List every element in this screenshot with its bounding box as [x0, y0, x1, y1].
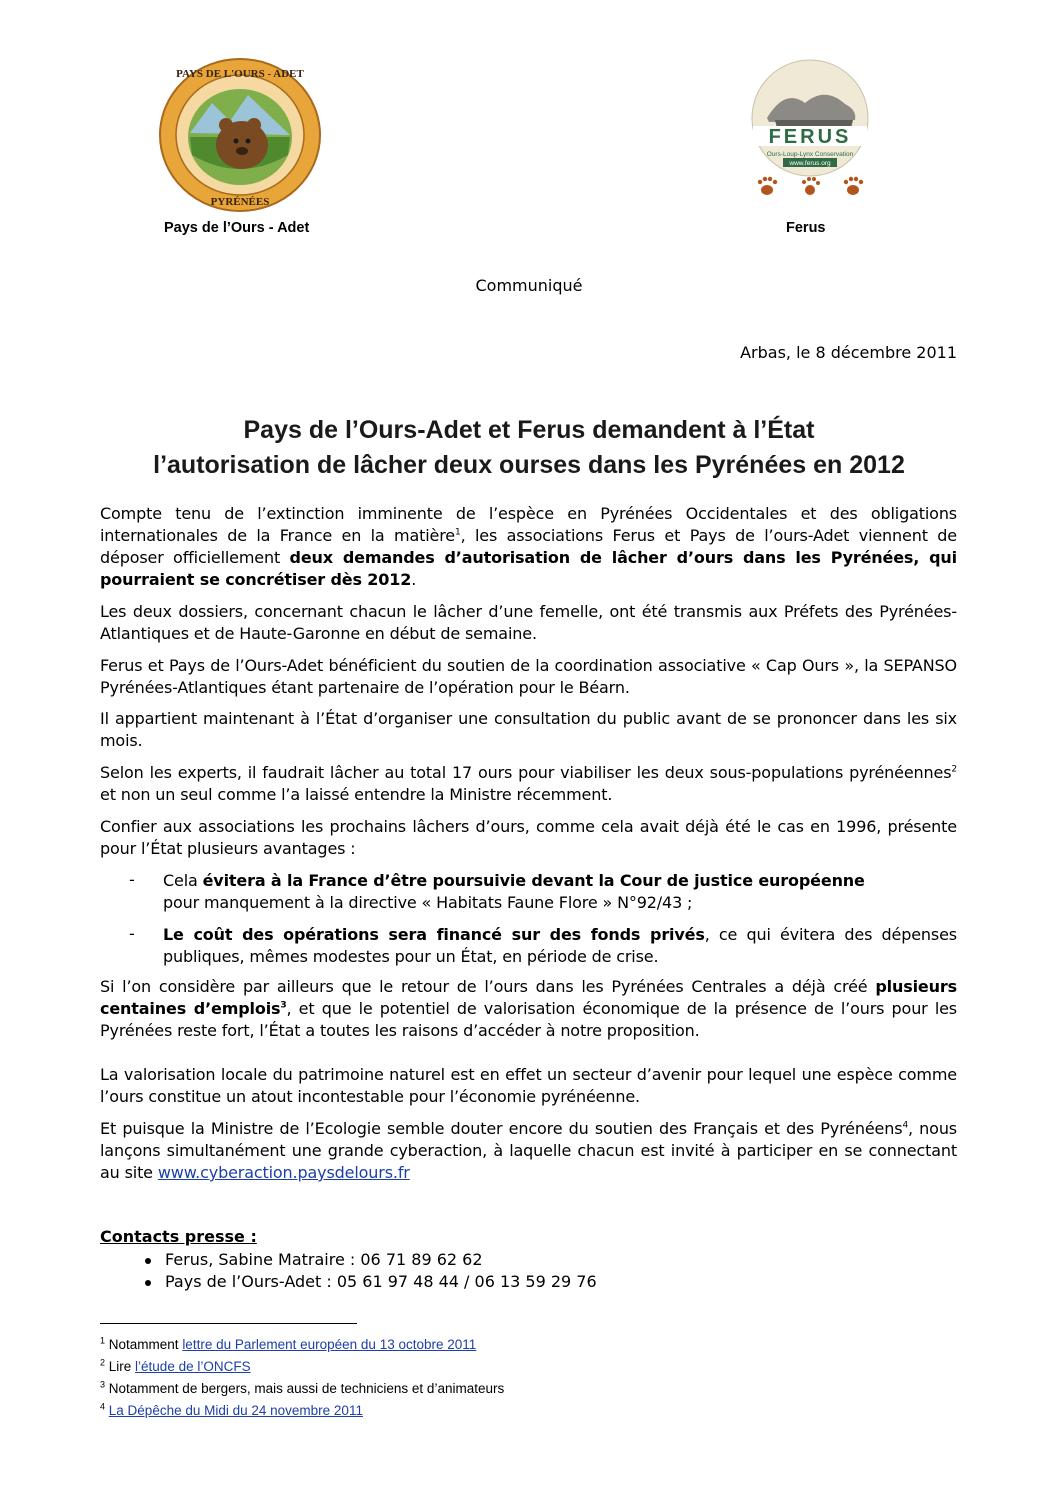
contact-item-1-text: Ferus, Sabine Matraire : 06 71 89 62 62 [165, 1250, 483, 1269]
footnote-4 [100, 1402, 363, 1420]
footnote-3-text: Notamment de bergers, mais aussi de techniciens et d’animateurs [108, 1381, 505, 1396]
footnote-2-num: 2 [100, 1357, 106, 1368]
ferus-subtitle: Ours-Loup-Lynx Conservation [766, 151, 854, 158]
adet-logo-graphic [150, 55, 330, 215]
footnote-4-num: 4 [100, 1401, 106, 1412]
paw-prints-icon [758, 177, 863, 195]
p5-text-b: et non un seul comme l’a laissé entendre la Ministre récemment. [100, 785, 613, 804]
footnote-2-link[interactable]: l’étude de l’ONCFS [135, 1359, 251, 1374]
p1-text-a: Compte tenu de l’extinction imminente de l’espèce en Pyrénées Occidentales et des obligations internationales de la France en la matière [100, 504, 957, 545]
p1-end: . [411, 570, 417, 589]
footnote-ref-4[interactable]: 4 [902, 1120, 909, 1131]
footnote-1-link[interactable]: lettre du Parlement européen du 13 octobre 2011 [182, 1337, 477, 1352]
bullet-1 [163, 870, 957, 892]
footnote-separator [100, 1323, 357, 1324]
footnote-1 [100, 1336, 476, 1354]
p9-text-a: Et puisque la Ministre de l’Ecologie semble douter encore du soutien des Français et des Pyrénéens [100, 1119, 903, 1138]
footnote-2 [100, 1358, 251, 1376]
document-date: Arbas, le 8 décembre 2011 [740, 343, 957, 362]
bullet-dot-icon [145, 1258, 151, 1264]
paragraph-2: Les deux dossiers, concernant chacun le lâcher d’une femelle, ont été transmis aux Préfets des Pyrénées-Atlantiques et de Haute-Garonne en début de semaine. [100, 602, 957, 643]
p7-bold: plusieurs centaines d’emplois [100, 977, 957, 1018]
contact-item-2 [145, 1271, 597, 1293]
bullet-2-text: , ce qui évitera des dépenses publiques, mêmes modestes pour un État, en période de crise. [163, 925, 957, 966]
footnote-ref-3[interactable]: 3 [280, 1000, 287, 1011]
footnote-3-num: 3 [100, 1379, 106, 1390]
paragraph-3: Ferus et Pays de l’Ours-Adet bénéficient du soutien de la coordination associative « Cap Ours », la SEPANSO Pyrénées-Atlantiques étant partenaire de l’opération pour le Béarn. [100, 656, 957, 697]
p1-bold: deux demandes d’autorisation de lâcher d’ours dans les Pyrénées, qui pourraient se concrétiser dès 2012 [100, 548, 957, 589]
bullet-2-bold: Le coût des opérations sera financé sur des fonds privés [163, 925, 705, 944]
paragraph-6: Confier aux associations les prochains lâchers d’ours, comme cela avait déjà été le cas en 1996, présente pour l’État plusieurs avantages : [100, 817, 957, 858]
adet-bottom-text: PYRÉNÉES [210, 196, 270, 208]
p7-text-a: Si l’on considère par ailleurs que le retour de l’ours dans les Pyrénées Centrales a déjà créé [100, 977, 876, 996]
bullet-dot-icon [145, 1280, 151, 1286]
ferus-url: www.ferus.org [789, 160, 831, 167]
ferus-logo [745, 58, 875, 208]
bullet-dash-2: - [129, 924, 135, 943]
bullet-2 [163, 924, 957, 968]
footnote-1-num: 1 [100, 1335, 106, 1346]
bullet-1-cont: pour manquement à la directive « Habitats Faune Flore » N°92/43 ; [163, 893, 693, 912]
ferus-brand: FERUS [768, 126, 852, 148]
ferus-logo-graphic [745, 58, 875, 208]
paragraph-4: Il appartient maintenant à l’État d’organiser une consultation du public avant de se prononcer dans les six mois. [100, 709, 957, 750]
footnote-3 [100, 1380, 504, 1398]
footnote-ref-1[interactable]: 1 [455, 527, 461, 538]
bullet-1-text-a: Cela [163, 871, 203, 890]
contact-item-2-text: Pays de l’Ours-Adet : 05 61 97 48 44 / 06 13 59 29 76 [165, 1272, 597, 1291]
paragraph-9 [100, 1118, 957, 1184]
bullet-1-bold: évitera à la France d’être poursuivie devant la Cour de justice européenne [202, 871, 865, 890]
paragraph-1 [100, 503, 957, 591]
contact-item-1 [145, 1249, 483, 1271]
p7-text-b: , et que le potentiel de valorisation économique de la présence de l’ours pour les Pyrénées reste fort, l’État a toutes les raisons d’accéder à notre proposition. [100, 999, 957, 1040]
title-line-2: l’autorisation de lâcher deux ourses dans les Pyrénées en 2012 [153, 451, 905, 479]
adet-logo [150, 55, 330, 215]
footnote-2-text: Lire [108, 1359, 136, 1374]
p9-text-b: , nous lançons simultanément une grande cyberaction, à laquelle chacun est invité à participer en se connectant au site [100, 1119, 957, 1182]
footnote-ref-2[interactable]: 2 [951, 764, 957, 775]
document-title [60, 413, 998, 483]
p1-text-b: , les associations Ferus et Pays de l’ours-Adet viennent de déposer officiellement [100, 526, 957, 567]
title-line-1: Pays de l’Ours-Adet et Ferus demandent à l’État [243, 416, 815, 444]
left-logo-label: Pays de l’Ours - Adet [164, 220, 310, 236]
document-kind: Communiqué [475, 276, 583, 295]
bullet-dash-1: - [129, 870, 135, 889]
cyberaction-link[interactable]: www.cyberaction.paysdelours.fr [157, 1163, 410, 1182]
paragraph-5 [100, 762, 957, 806]
adet-ring-text: PAYS DE L'OURS - ADET [176, 68, 304, 80]
footnote-1-text: Notamment [108, 1337, 183, 1352]
paragraph-8: La valorisation locale du patrimoine naturel est en effet un secteur d’avenir pour lequel une espèce comme l’ours constitue un atout incontestable pour l’économie pyrénéenne. [100, 1065, 957, 1106]
p5-text-a: Selon les experts, il faudrait lâcher au total 17 ours pour viabiliser les deux sous-populations pyrénéennes [100, 763, 952, 782]
contacts-heading: Contacts presse : [100, 1227, 257, 1246]
footnote-4-link[interactable]: La Dépêche du Midi du 24 novembre 2011 [108, 1403, 363, 1418]
right-logo-label: Ferus [786, 220, 826, 236]
paragraph-7 [100, 976, 957, 1042]
